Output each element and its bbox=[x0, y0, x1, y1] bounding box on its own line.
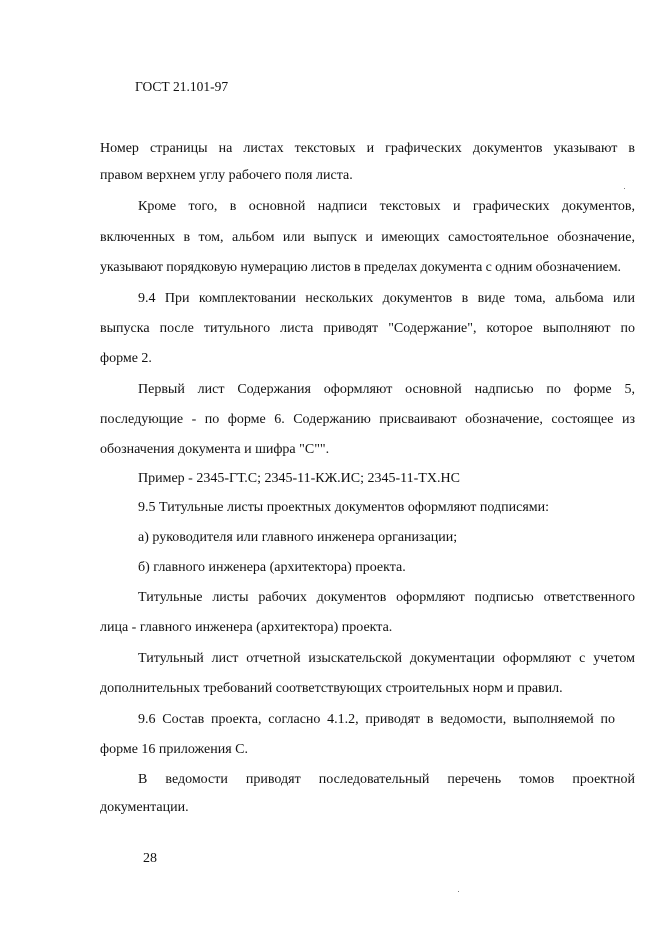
text-line: В ведомости приводят последовательный перечень томов проектной bbox=[138, 772, 635, 787]
scan-speck bbox=[624, 188, 625, 189]
document-code-header: ГОСТ 21.101-97 bbox=[135, 79, 229, 94]
scan-speck bbox=[458, 891, 459, 892]
text-line: 9.6 Состав проекта, согласно 4.1.2, приводят в ведомости, выполняемой по bbox=[138, 712, 615, 727]
text-line: Номер страницы на листах текстовых и графических документов указывают в bbox=[100, 141, 635, 156]
list-item: б) главного инженера (архитектора) проекта. bbox=[138, 560, 406, 575]
text-line: обозначения документа и шифра "С"". bbox=[100, 442, 330, 457]
page-number: 28 bbox=[143, 851, 157, 866]
example-line: Пример - 2345-ГТ.С; 2345-11-КЖ.ИС; 2345-11-ТХ.НС bbox=[138, 471, 460, 486]
text-line: Титульные листы рабочих документов оформляют подписью ответственного bbox=[138, 590, 635, 605]
text-line: правом верхнем углу рабочего поля листа. bbox=[100, 168, 353, 183]
text-line: 9.5 Титульные листы проектных документов оформляют подписями: bbox=[138, 500, 550, 515]
text-line: форме 16 приложения С. bbox=[100, 742, 249, 757]
text-line: выпуска после титульного листа приводят "Содержание", которое выполняют по bbox=[100, 321, 635, 336]
text-line: включенных в том, альбом или выпуск и имеющих самостоятельное обозначение, bbox=[100, 230, 635, 245]
text-line: форме 2. bbox=[100, 351, 152, 366]
text-line: Первый лист Содержания оформляют основной надписью по форме 5, bbox=[138, 382, 635, 397]
text-line: Кроме того, в основной надписи текстовых и графических документов, bbox=[138, 199, 635, 214]
text-line: 9.4 При комплектовании нескольких документов в виде тома, альбома или bbox=[138, 291, 635, 306]
text-line: указывают порядковую нумерацию листов в пределах документа с одним обозначением. bbox=[100, 260, 621, 275]
text-line: лица - главного инженера (архитектора) проекта. bbox=[100, 620, 393, 635]
text-line: документации. bbox=[100, 800, 189, 815]
text-line: последующие - по форме 6. Содержанию присваивают обозначение, состоящее из bbox=[100, 412, 635, 427]
text-line: Титульный лист отчетной изыскательской документации оформляют с учетом bbox=[138, 651, 635, 666]
list-item: а) руководителя или главного инженера организации; bbox=[138, 530, 458, 545]
text-line: дополнительных требований соответствующих строительных норм и правил. bbox=[100, 681, 563, 696]
